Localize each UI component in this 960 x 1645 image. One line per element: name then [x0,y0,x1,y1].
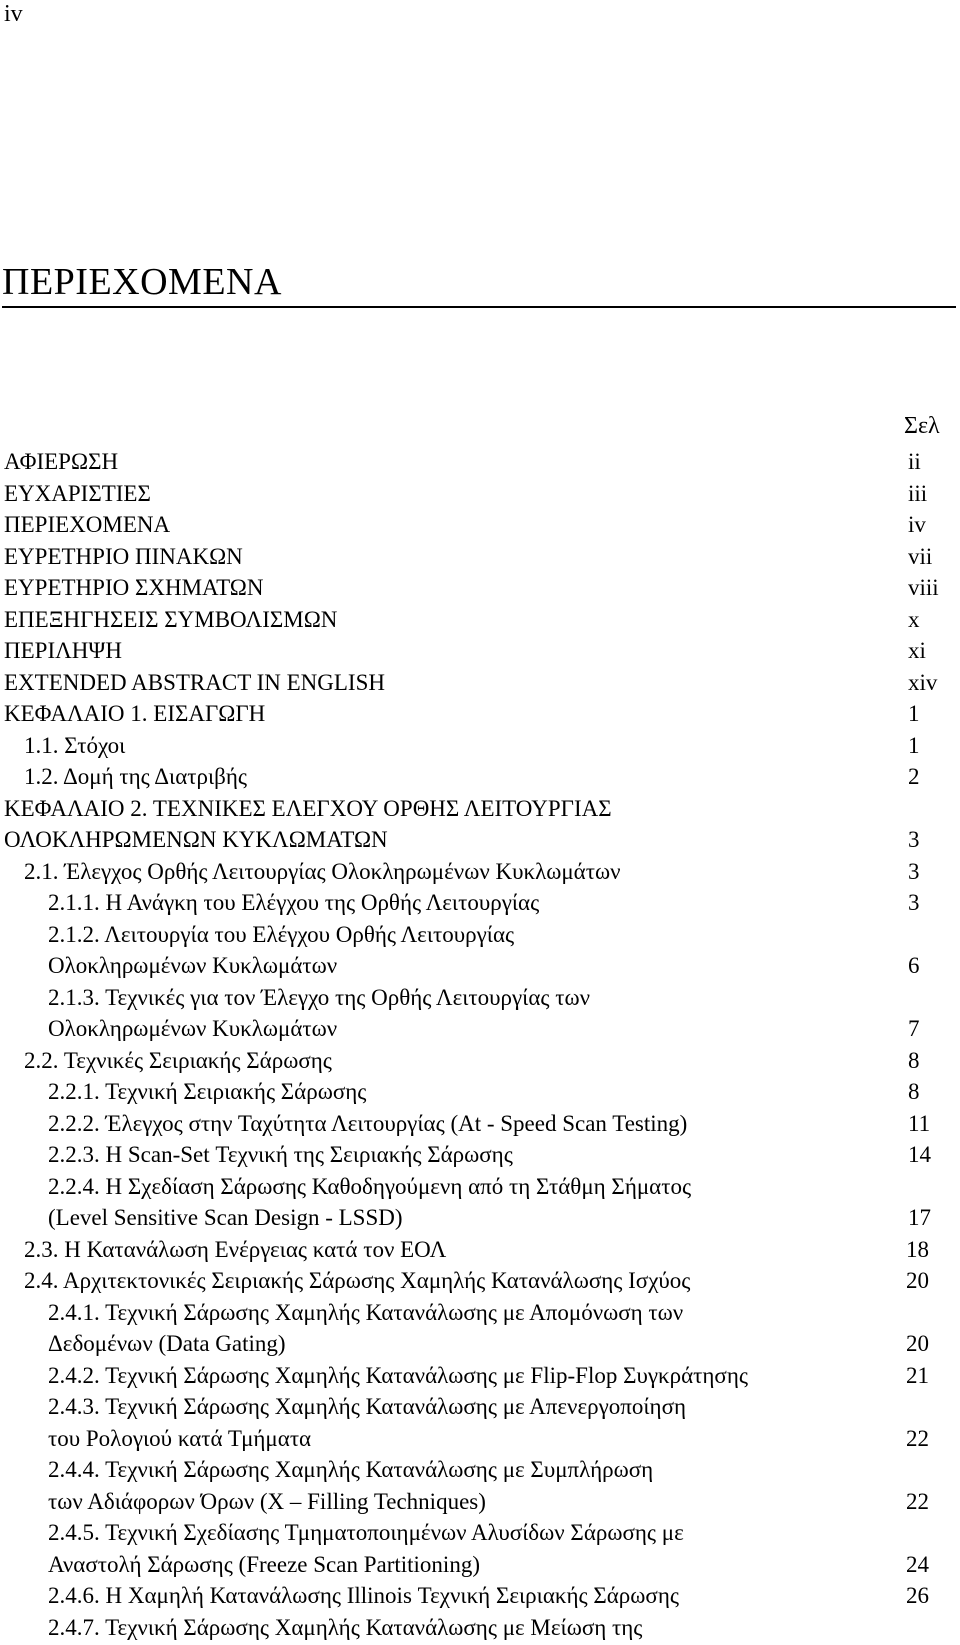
toc-entry-title: 2.1. Έλεγχος Ορθής Λειτουργίας Ολοκληρωμένων Κυκλωμάτων [24,858,621,884]
toc-entry[interactable] [0,761,960,793]
toc-entry-title: ΑΦΙΕΡΩΣΗ [4,449,119,474]
toc-entry-title: 2.2.1. Τεχνική Σειριακής Σάρωσης [48,1079,367,1104]
toc-entry-title: 2.3. Η Κατανάλωση Ενέργειας κατά τον ΕΟΛ [24,1236,447,1262]
toc-entry-page: 1 [908,701,920,726]
toc-entry[interactable] [0,478,960,510]
toc-entry-page: 22 [906,1488,929,1514]
toc-entry-page: ii [908,449,921,474]
toc-entry[interactable] [0,1517,960,1549]
toc-entry[interactable] [0,950,960,982]
toc-entry-title: ΕΠΕΞΗΓΗΣΕΙΣ ΣΥΜΒΟΛΙΣΜΩΝ [4,606,338,632]
heading-divider [2,306,956,308]
toc-entry-page: iv [908,512,926,537]
toc-entry-title: 2.4.7. Τεχνική Σάρωσης Χαμηλής Κατανάλωσης με Μείωση της [48,1614,643,1640]
toc-entry[interactable] [0,1045,960,1077]
toc-entry[interactable] [0,1139,960,1171]
toc-entry-title: 2.2.2. Έλεγχος στην Ταχύτητα Λειτουργίας (At - Speed Scan Testing) [48,1110,688,1136]
toc-entry-title: 2.2.4. Η Σχεδίαση Σάρωσης Καθοδηγούμενη από τη Στάθμη Σήματος [48,1173,692,1199]
toc-entry-page: 20 [906,1268,929,1293]
toc-entry-page: 22 [906,1425,929,1451]
toc-entry[interactable] [0,1454,960,1486]
toc-entry-page: 3 [908,890,920,915]
toc-entry-title: 2.4.4. Τεχνική Σάρωσης Χαμηλής Κατανάλωσης με Συμπλήρωση [48,1457,654,1482]
toc-entry-title: ΚΕΦΑΛΑΙΟ 2. ΤΕΧΝΙΚΕΣ ΕΛΕΓΧΟΥ ΟΡΘΗΣ ΛΕΙΤΟΥΡΓΙΑΣ [4,795,612,821]
toc-entry[interactable] [0,446,960,478]
toc-entry[interactable] [0,1423,960,1455]
toc-entry[interactable] [0,572,960,604]
toc-entry-title: Ολοκληρωμένων Κυκλωμάτων [48,953,338,978]
table-of-contents [0,446,960,1643]
toc-entry-page: 3 [908,827,920,852]
toc-entry-title: ΚΕΦΑΛΑΙΟ 1. ΕΙΣΑΓΩΓΗ [4,701,266,726]
toc-entry-title: ΕΥΡΕΤΗΡΙΟ ΠΙΝΑΚΩΝ [4,543,243,569]
toc-entry[interactable] [0,793,960,825]
toc-entry-page: 11 [908,1110,931,1136]
toc-entry[interactable] [0,1612,960,1644]
toc-entry[interactable] [0,1234,960,1266]
toc-entry[interactable] [0,604,960,636]
toc-entry[interactable] [0,856,960,888]
toc-entry-title: Αναστολή Σάρωσης (Freeze Scan Partitioning) [48,1551,480,1577]
toc-entry-page: 1 [908,732,920,758]
toc-entry[interactable] [0,1013,960,1045]
toc-entry[interactable] [0,1391,960,1423]
toc-entry-title: (Level Sensitive Scan Design - LSSD) [48,1205,403,1230]
toc-entry[interactable] [0,1580,960,1612]
toc-entry-title: ΠΕΡΙΛΗΨΗ [4,638,122,663]
toc-entry-page: x [908,606,920,632]
toc-entry[interactable] [0,509,960,541]
toc-entry-page: 8 [908,1079,920,1104]
toc-entry-title: 2.4.5. Τεχνική Σχεδίασης Τμηματοποιημένων Αλυσίδων Σάρωσης με [48,1520,684,1545]
toc-entry-title: Ολοκληρωμένων Κυκλωμάτων [48,1016,338,1041]
toc-entry-page: 6 [908,953,920,978]
toc-entry[interactable] [0,1265,960,1297]
toc-entry-title: 2.2.3. Η Scan-Set Τεχνική της Σειριακής Σάρωσης [48,1142,513,1167]
toc-entry-title: 2.1.2. Λειτουργία του Ελέγχου Ορθής Λειτουργίας [48,921,515,947]
toc-entry[interactable] [0,1076,960,1108]
toc-entry[interactable] [0,730,960,762]
toc-entry-title: EXTENDED ABSTRACT IN ENGLISH [4,669,385,695]
toc-entry-title: 1.1. Στόχοι [24,732,126,758]
toc-entry[interactable] [0,1549,960,1581]
toc-entry-page: 21 [906,1362,929,1388]
toc-entry-title: Δεδομένων (Data Gating) [48,1331,286,1356]
toc-entry-title: 1.2. Δομή της Διατριβής [24,764,248,789]
toc-entry[interactable] [0,1486,960,1518]
toc-entry-title: 2.1.1. Η Ανάγκη του Ελέγχου της Ορθής Λειτουργίας [48,890,540,915]
toc-entry-page: xi [908,638,926,663]
toc-entry-title: 2.1.3. Τεχνικές για τον Έλεγχο της Ορθής Λειτουργίας των [48,984,591,1010]
toc-entry-title: του Ρολογιού κατά Τμήματα [48,1425,312,1451]
page-title: ΠΕΡΙΕΧΟΜΕΝΑ [2,261,282,303]
toc-entry-title: 2.4.1. Τεχνική Σάρωσης Χαμηλής Κατανάλωσης με Απομόνωση των [48,1299,684,1325]
toc-entry[interactable] [0,982,960,1014]
toc-entry[interactable] [0,887,960,919]
toc-entry-page: vii [908,543,933,569]
toc-entry[interactable] [0,698,960,730]
toc-entry[interactable] [0,635,960,667]
toc-entry-page: viii [908,575,939,600]
toc-entry-title: ΠΕΡΙΕΧΟΜΕΝΑ [4,512,171,537]
toc-entry-page: 26 [906,1583,929,1608]
toc-entry-title: ΕΥΧΑΡΙΣΤΙΕΣ [4,480,151,506]
toc-entry-page: 17 [908,1205,931,1230]
toc-entry[interactable] [0,1328,960,1360]
toc-entry-title: 2.2. Τεχνικές Σειριακής Σάρωσης [24,1047,332,1073]
toc-entry-page: 8 [908,1047,920,1073]
toc-entry[interactable] [0,919,960,951]
page-column-label: Σελ [904,413,940,439]
toc-entry[interactable] [0,1297,960,1329]
toc-entry-title: ΕΥΡΕΤΗΡΙΟ ΣΧΗΜΑΤΩΝ [4,575,264,600]
toc-entry-page: 20 [906,1331,929,1356]
toc-entry-page: iii [908,480,928,506]
toc-entry-page: 24 [906,1551,929,1577]
toc-entry-title: των Αδιάφορων Όρων (X – Filling Techniques) [48,1488,486,1514]
toc-entry-title: ΟΛΟΚΛΗΡΩΜΕΝΩΝ ΚΥΚΛΩΜΑΤΩΝ [4,827,388,852]
toc-entry[interactable] [0,541,960,573]
toc-entry-page: xiv [908,669,938,695]
toc-entry-title: 2.4.3. Τεχνική Σάρωσης Χαμηλής Κατανάλωσης με Απενεργοποίηση [48,1394,686,1419]
toc-entry-page: 7 [908,1016,920,1041]
toc-entry-page: 18 [906,1236,929,1262]
toc-entry[interactable] [0,1171,960,1203]
toc-entry-title: 2.4. Αρχιτεκτονικές Σειριακής Σάρωσης Χαμηλής Κατανάλωσης Ισχύος [24,1268,691,1293]
toc-entry[interactable] [0,667,960,699]
page-number: iv [4,1,23,27]
toc-entry[interactable] [0,1108,960,1140]
toc-entry[interactable] [0,1360,960,1392]
toc-entry[interactable] [0,1202,960,1234]
toc-entry-page: 14 [908,1142,931,1167]
toc-entry-title: 2.4.2. Τεχνική Σάρωσης Χαμηλής Κατανάλωσης με Flip-Flop Συγκράτησης [48,1362,748,1388]
toc-entry[interactable] [0,824,960,856]
toc-entry-page: 2 [908,764,920,789]
toc-entry-title: 2.4.6. Η Χαμηλή Κατανάλωσης Illinois Τεχνική Σειριακής Σάρωσης [48,1583,679,1608]
toc-entry-page: 3 [908,858,920,884]
